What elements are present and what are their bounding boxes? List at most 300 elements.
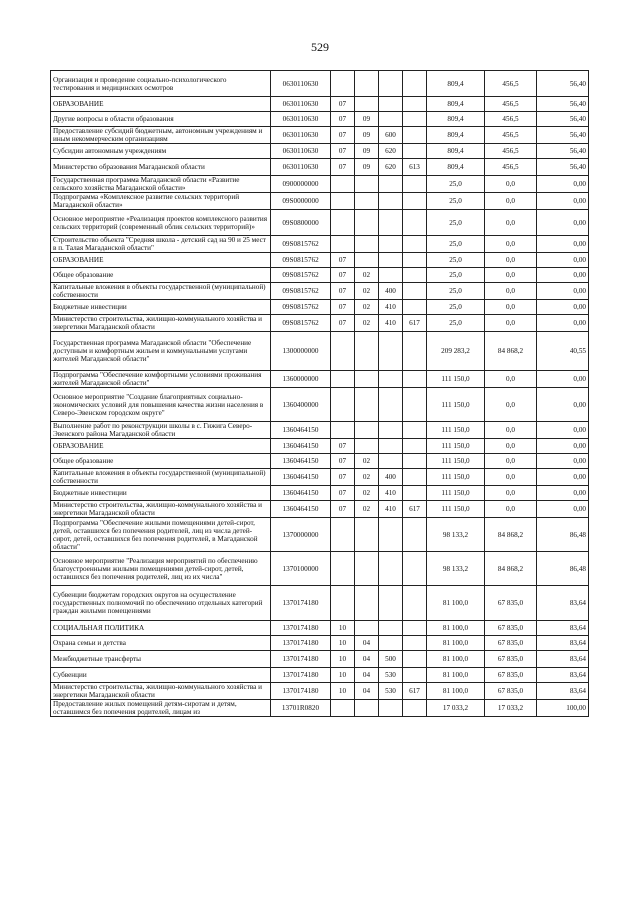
cell-rz xyxy=(331,193,355,210)
cell-rz xyxy=(331,332,355,371)
cell-sum: 25,0 xyxy=(427,300,485,315)
cell-vr xyxy=(379,71,403,97)
cell-name: Министерство образования Магаданской области xyxy=(51,159,271,176)
table-row xyxy=(51,683,589,700)
cell-code: 09S0000000 xyxy=(271,193,331,210)
cell-rz: 07 xyxy=(331,97,355,112)
cell-vr: 410 xyxy=(379,486,403,501)
cell-pct: 86,48 xyxy=(537,552,589,586)
cell-name: Субвенции xyxy=(51,668,271,683)
cell-gr: 617 xyxy=(403,315,427,332)
cell-gr: 613 xyxy=(403,159,427,176)
cell-gr xyxy=(403,193,427,210)
cell-code: 09S0815762 xyxy=(271,315,331,332)
cell-vr xyxy=(379,518,403,552)
cell-sum: 209 283,2 xyxy=(427,332,485,371)
cell-sum: 111 150,0 xyxy=(427,371,485,388)
cell-rz: 10 xyxy=(331,621,355,636)
cell-gr xyxy=(403,268,427,283)
cell-pct: 0,00 xyxy=(537,422,589,439)
cell-done: 0,0 xyxy=(485,439,537,454)
cell-pr xyxy=(355,193,379,210)
cell-done: 456,5 xyxy=(485,71,537,97)
cell-pct: 0,00 xyxy=(537,283,589,300)
cell-rz: 07 xyxy=(331,144,355,159)
cell-pct: 0,00 xyxy=(537,439,589,454)
cell-vr xyxy=(379,636,403,651)
cell-pct: 83,64 xyxy=(537,586,589,621)
cell-name: Общее образование xyxy=(51,268,271,283)
cell-code: 09S0815762 xyxy=(271,236,331,253)
cell-sum: 81 100,0 xyxy=(427,651,485,668)
cell-code: 1360464150 xyxy=(271,501,331,518)
cell-vr: 410 xyxy=(379,315,403,332)
table-row xyxy=(51,176,589,193)
cell-pr xyxy=(355,332,379,371)
cell-code: 1370174180 xyxy=(271,651,331,668)
table-row xyxy=(51,668,589,683)
cell-rz xyxy=(331,371,355,388)
cell-rz xyxy=(331,422,355,439)
cell-done: 0,0 xyxy=(485,253,537,268)
cell-vr xyxy=(379,621,403,636)
cell-rz: 10 xyxy=(331,651,355,668)
table-body xyxy=(51,71,589,717)
table-row xyxy=(51,315,589,332)
cell-name: Другие вопросы в области образования xyxy=(51,112,271,127)
cell-vr xyxy=(379,439,403,454)
cell-name: Основное мероприятие "Реализация мероприятий по обеспечению благоустроенными жилыми помещениями детей-сирот, детей, оставшихся без попечения родителей, лиц из их числа" xyxy=(51,552,271,586)
cell-pr xyxy=(355,97,379,112)
cell-gr xyxy=(403,700,427,717)
cell-pr xyxy=(355,621,379,636)
cell-gr xyxy=(403,486,427,501)
cell-done: 456,5 xyxy=(485,159,537,176)
cell-code: 1360000000 xyxy=(271,371,331,388)
cell-sum: 809,4 xyxy=(427,112,485,127)
cell-sum: 809,4 xyxy=(427,97,485,112)
cell-code: 1360464150 xyxy=(271,422,331,439)
table-row xyxy=(51,518,589,552)
cell-pct: 0,00 xyxy=(537,469,589,486)
cell-pr: 04 xyxy=(355,636,379,651)
cell-code: 0630110630 xyxy=(271,112,331,127)
cell-done: 0,0 xyxy=(485,193,537,210)
cell-code: 0630110630 xyxy=(271,127,331,144)
cell-vr xyxy=(379,176,403,193)
cell-vr xyxy=(379,253,403,268)
cell-name: ОБРАЗОВАНИЕ xyxy=(51,439,271,454)
cell-sum: 81 100,0 xyxy=(427,621,485,636)
table-row xyxy=(51,388,589,422)
cell-gr xyxy=(403,651,427,668)
cell-code: 09S0800000 xyxy=(271,210,331,236)
cell-gr xyxy=(403,422,427,439)
cell-gr xyxy=(403,636,427,651)
cell-rz xyxy=(331,700,355,717)
cell-pct: 40,55 xyxy=(537,332,589,371)
cell-pr xyxy=(355,371,379,388)
cell-code: 09S0815762 xyxy=(271,283,331,300)
cell-done: 0,0 xyxy=(485,469,537,486)
cell-pct: 0,00 xyxy=(537,315,589,332)
cell-vr xyxy=(379,388,403,422)
cell-sum: 809,4 xyxy=(427,144,485,159)
cell-vr: 530 xyxy=(379,668,403,683)
cell-name: Основное мероприятие «Реализация проектов комплексного развития сельских территорий (современный облик сельских территорий)» xyxy=(51,210,271,236)
cell-rz: 07 xyxy=(331,127,355,144)
cell-code: 1370100000 xyxy=(271,552,331,586)
cell-name: Капитальные вложения в объекты государственной (муниципальной) собственности xyxy=(51,469,271,486)
cell-sum: 25,0 xyxy=(427,236,485,253)
cell-gr xyxy=(403,668,427,683)
cell-done: 0,0 xyxy=(485,268,537,283)
cell-vr xyxy=(379,193,403,210)
table-row xyxy=(51,300,589,315)
cell-done: 67 835,0 xyxy=(485,586,537,621)
cell-pr xyxy=(355,700,379,717)
cell-gr xyxy=(403,388,427,422)
cell-sum: 98 133,2 xyxy=(427,518,485,552)
cell-pr: 09 xyxy=(355,112,379,127)
cell-vr: 530 xyxy=(379,683,403,700)
cell-pr xyxy=(355,71,379,97)
table-row xyxy=(51,127,589,144)
cell-sum: 25,0 xyxy=(427,193,485,210)
cell-name: Основное мероприятие "Создание благоприятных социально-экономических условий для повышения качества жизни населения в Северо-Эвенском городском округе" xyxy=(51,388,271,422)
cell-sum: 111 150,0 xyxy=(427,501,485,518)
cell-done: 84 868,2 xyxy=(485,552,537,586)
cell-sum: 111 150,0 xyxy=(427,439,485,454)
cell-name: Организация и проведение социально-психологического тестирования и медицинских осмотров xyxy=(51,71,271,97)
cell-pct: 0,00 xyxy=(537,388,589,422)
cell-done: 0,0 xyxy=(485,371,537,388)
cell-sum: 25,0 xyxy=(427,268,485,283)
cell-code: 1360400000 xyxy=(271,388,331,422)
cell-pct: 0,00 xyxy=(537,176,589,193)
cell-pr xyxy=(355,236,379,253)
cell-rz: 07 xyxy=(331,253,355,268)
cell-code: 13701R0820 xyxy=(271,700,331,717)
cell-code: 1300000000 xyxy=(271,332,331,371)
cell-gr xyxy=(403,371,427,388)
cell-gr xyxy=(403,253,427,268)
cell-code: 1370000000 xyxy=(271,518,331,552)
cell-sum: 809,4 xyxy=(427,127,485,144)
cell-done: 0,0 xyxy=(485,315,537,332)
cell-name: Строительство объекта "Средняя школа - детский сад на 90 и 25 мест в п. Талая Магаданской области" xyxy=(51,236,271,253)
table-row xyxy=(51,469,589,486)
cell-done: 0,0 xyxy=(485,210,537,236)
cell-code: 1370174180 xyxy=(271,683,331,700)
cell-done: 67 835,0 xyxy=(485,651,537,668)
cell-name: Субвенции бюджетам городских округов на осуществление государственных полномочий по обеспечению отдельных категорий граждан жилыми помещениями xyxy=(51,586,271,621)
cell-gr xyxy=(403,236,427,253)
cell-pct: 83,64 xyxy=(537,668,589,683)
cell-sum: 111 150,0 xyxy=(427,486,485,501)
cell-done: 0,0 xyxy=(485,501,537,518)
cell-code: 1370174180 xyxy=(271,621,331,636)
cell-done: 84 868,2 xyxy=(485,518,537,552)
cell-pct: 83,64 xyxy=(537,651,589,668)
cell-name: Подпрограмма "Обеспечение комфортными условиями проживания жителей Магаданской области" xyxy=(51,371,271,388)
cell-rz xyxy=(331,518,355,552)
cell-vr: 410 xyxy=(379,300,403,315)
cell-pr: 02 xyxy=(355,315,379,332)
cell-done: 67 835,0 xyxy=(485,683,537,700)
cell-rz xyxy=(331,586,355,621)
cell-vr: 500 xyxy=(379,651,403,668)
cell-done: 0,0 xyxy=(485,454,537,469)
cell-pct: 100,00 xyxy=(537,700,589,717)
cell-rz: 07 xyxy=(331,501,355,518)
cell-gr xyxy=(403,552,427,586)
cell-rz xyxy=(331,552,355,586)
table-row xyxy=(51,651,589,668)
cell-pct: 56,40 xyxy=(537,112,589,127)
cell-vr xyxy=(379,97,403,112)
cell-pr: 02 xyxy=(355,454,379,469)
cell-vr xyxy=(379,112,403,127)
cell-gr xyxy=(403,439,427,454)
table-row xyxy=(51,193,589,210)
cell-code: 1360464150 xyxy=(271,454,331,469)
cell-done: 456,5 xyxy=(485,127,537,144)
cell-vr xyxy=(379,552,403,586)
cell-name: Охрана семьи и детства xyxy=(51,636,271,651)
cell-sum: 25,0 xyxy=(427,315,485,332)
cell-code: 1360464150 xyxy=(271,469,331,486)
cell-rz: 07 xyxy=(331,315,355,332)
cell-pct: 0,00 xyxy=(537,486,589,501)
cell-vr: 620 xyxy=(379,159,403,176)
cell-vr xyxy=(379,268,403,283)
cell-pr xyxy=(355,210,379,236)
cell-name: Предоставление субсидий бюджетным, автономным учреждениям и иным некоммерческим организациям xyxy=(51,127,271,144)
cell-name: Субсидии автономным учреждениям xyxy=(51,144,271,159)
cell-pr xyxy=(355,439,379,454)
cell-done: 17 033,2 xyxy=(485,700,537,717)
table-row xyxy=(51,371,589,388)
cell-gr xyxy=(403,210,427,236)
cell-gr xyxy=(403,71,427,97)
cell-code: 0630110630 xyxy=(271,71,331,97)
cell-vr: 400 xyxy=(379,469,403,486)
cell-pr: 02 xyxy=(355,501,379,518)
cell-pr xyxy=(355,422,379,439)
cell-gr xyxy=(403,112,427,127)
cell-done: 456,5 xyxy=(485,112,537,127)
cell-name: Государственная программа Магаданской области "Обеспечение доступным и комфортным жильем и коммунальными услугами жителей Магаданской области" xyxy=(51,332,271,371)
cell-done: 0,0 xyxy=(485,236,537,253)
page-number: 529 xyxy=(311,40,329,54)
cell-gr xyxy=(403,97,427,112)
cell-sum: 81 100,0 xyxy=(427,668,485,683)
cell-pr: 02 xyxy=(355,486,379,501)
cell-code: 0630110630 xyxy=(271,144,331,159)
table-row xyxy=(51,454,589,469)
cell-pct: 56,40 xyxy=(537,144,589,159)
table-row xyxy=(51,253,589,268)
cell-vr xyxy=(379,236,403,253)
cell-gr xyxy=(403,454,427,469)
cell-pct: 0,00 xyxy=(537,454,589,469)
cell-vr xyxy=(379,332,403,371)
cell-gr xyxy=(403,176,427,193)
cell-name: СОЦИАЛЬНАЯ ПОЛИТИКА xyxy=(51,621,271,636)
cell-rz xyxy=(331,236,355,253)
table-row xyxy=(51,501,589,518)
cell-sum: 25,0 xyxy=(427,253,485,268)
cell-done: 0,0 xyxy=(485,422,537,439)
cell-rz: 10 xyxy=(331,683,355,700)
cell-done: 456,5 xyxy=(485,97,537,112)
table-row xyxy=(51,144,589,159)
cell-rz: 10 xyxy=(331,668,355,683)
table-row xyxy=(51,422,589,439)
cell-pr xyxy=(355,552,379,586)
cell-pct: 0,00 xyxy=(537,236,589,253)
cell-vr: 410 xyxy=(379,501,403,518)
cell-sum: 81 100,0 xyxy=(427,683,485,700)
cell-rz: 07 xyxy=(331,469,355,486)
cell-rz: 07 xyxy=(331,486,355,501)
cell-sum: 25,0 xyxy=(427,210,485,236)
cell-done: 0,0 xyxy=(485,388,537,422)
cell-sum: 17 033,2 xyxy=(427,700,485,717)
cell-gr xyxy=(403,586,427,621)
cell-name: Межбюджетные трансферты xyxy=(51,651,271,668)
cell-gr xyxy=(403,469,427,486)
cell-code: 1370174180 xyxy=(271,668,331,683)
cell-code: 0630110630 xyxy=(271,159,331,176)
cell-pr: 04 xyxy=(355,668,379,683)
cell-pct: 86,48 xyxy=(537,518,589,552)
cell-pct: 83,64 xyxy=(537,683,589,700)
cell-pr: 04 xyxy=(355,651,379,668)
cell-rz xyxy=(331,71,355,97)
cell-sum: 25,0 xyxy=(427,176,485,193)
cell-sum: 111 150,0 xyxy=(427,469,485,486)
cell-done: 67 835,0 xyxy=(485,668,537,683)
cell-vr: 400 xyxy=(379,283,403,300)
cell-vr xyxy=(379,371,403,388)
cell-rz xyxy=(331,176,355,193)
cell-code: 09S0815762 xyxy=(271,300,331,315)
cell-gr xyxy=(403,144,427,159)
cell-name: Министерство строительства, жилищно-коммунального хозяйства и энергетики Магаданской области xyxy=(51,315,271,332)
cell-done: 0,0 xyxy=(485,176,537,193)
cell-rz: 07 xyxy=(331,159,355,176)
cell-pr xyxy=(355,388,379,422)
cell-gr xyxy=(403,300,427,315)
cell-rz: 07 xyxy=(331,112,355,127)
cell-sum: 111 150,0 xyxy=(427,422,485,439)
cell-pct: 0,00 xyxy=(537,501,589,518)
table-row xyxy=(51,112,589,127)
cell-name: Государственная программа Магаданской области «Развитие сельского хозяйства Магаданской области» xyxy=(51,176,271,193)
cell-vr: 600 xyxy=(379,127,403,144)
cell-rz xyxy=(331,388,355,422)
cell-gr: 617 xyxy=(403,501,427,518)
cell-name: Министерство строительства, жилищно-коммунального хозяйства и энергетики Магаданской области xyxy=(51,501,271,518)
table-row xyxy=(51,552,589,586)
cell-code: 1360464150 xyxy=(271,439,331,454)
cell-done: 67 835,0 xyxy=(485,621,537,636)
cell-pr: 09 xyxy=(355,144,379,159)
cell-name: ОБРАЗОВАНИЕ xyxy=(51,97,271,112)
cell-gr xyxy=(403,127,427,144)
cell-rz: 10 xyxy=(331,636,355,651)
cell-pct: 0,00 xyxy=(537,193,589,210)
cell-done: 456,5 xyxy=(485,144,537,159)
cell-pct: 83,64 xyxy=(537,636,589,651)
table-row xyxy=(51,236,589,253)
cell-rz: 07 xyxy=(331,454,355,469)
cell-pct: 0,00 xyxy=(537,268,589,283)
cell-pr: 02 xyxy=(355,268,379,283)
cell-name: Подпрограмма «Комплексное развитие сельских территорий Магаданской области» xyxy=(51,193,271,210)
cell-code: 1370174180 xyxy=(271,586,331,621)
cell-gr: 617 xyxy=(403,683,427,700)
cell-sum: 111 150,0 xyxy=(427,388,485,422)
cell-sum: 809,4 xyxy=(427,71,485,97)
cell-vr xyxy=(379,700,403,717)
cell-vr xyxy=(379,586,403,621)
table-row xyxy=(51,71,589,97)
table-row xyxy=(51,486,589,501)
cell-rz: 07 xyxy=(331,283,355,300)
cell-vr xyxy=(379,422,403,439)
cell-name: Предоставление жилых помещений детям-сиротам и детям, оставшимся без попечения родителей, лицам из xyxy=(51,700,271,717)
cell-pct: 56,40 xyxy=(537,127,589,144)
cell-sum: 81 100,0 xyxy=(427,636,485,651)
cell-pr: 09 xyxy=(355,127,379,144)
cell-name: Министерство строительства, жилищно-коммунального хозяйства и энергетики Магаданской области xyxy=(51,683,271,700)
cell-pct: 0,00 xyxy=(537,210,589,236)
cell-rz: 07 xyxy=(331,268,355,283)
cell-vr: 620 xyxy=(379,144,403,159)
cell-sum: 25,0 xyxy=(427,283,485,300)
cell-gr xyxy=(403,621,427,636)
cell-pct: 0,00 xyxy=(537,371,589,388)
table-row xyxy=(51,621,589,636)
cell-rz: 07 xyxy=(331,300,355,315)
cell-pr: 04 xyxy=(355,683,379,700)
cell-name: Бюджетные инвестиции xyxy=(51,300,271,315)
cell-pct: 56,40 xyxy=(537,159,589,176)
table-row xyxy=(51,159,589,176)
cell-name: ОБРАЗОВАНИЕ xyxy=(51,253,271,268)
cell-pr xyxy=(355,586,379,621)
cell-sum: 809,4 xyxy=(427,159,485,176)
cell-pr: 02 xyxy=(355,469,379,486)
cell-pr: 09 xyxy=(355,159,379,176)
cell-done: 0,0 xyxy=(485,283,537,300)
cell-pr xyxy=(355,518,379,552)
cell-rz: 07 xyxy=(331,439,355,454)
cell-pct: 0,00 xyxy=(537,253,589,268)
cell-name: Общее образование xyxy=(51,454,271,469)
cell-pct: 56,40 xyxy=(537,71,589,97)
table-row xyxy=(51,439,589,454)
cell-rz xyxy=(331,210,355,236)
cell-name: Подпрограмма "Обеспечение жилыми помещениями детей-сирот, детей, оставшихся без попечения родителей, лиц из числа детей-сирот, детей, оставшихся без попечения родителей, в Магаданской области" xyxy=(51,518,271,552)
table-row xyxy=(51,283,589,300)
cell-pct: 83,64 xyxy=(537,621,589,636)
cell-name: Бюджетные инвестиции xyxy=(51,486,271,501)
table-row xyxy=(51,210,589,236)
